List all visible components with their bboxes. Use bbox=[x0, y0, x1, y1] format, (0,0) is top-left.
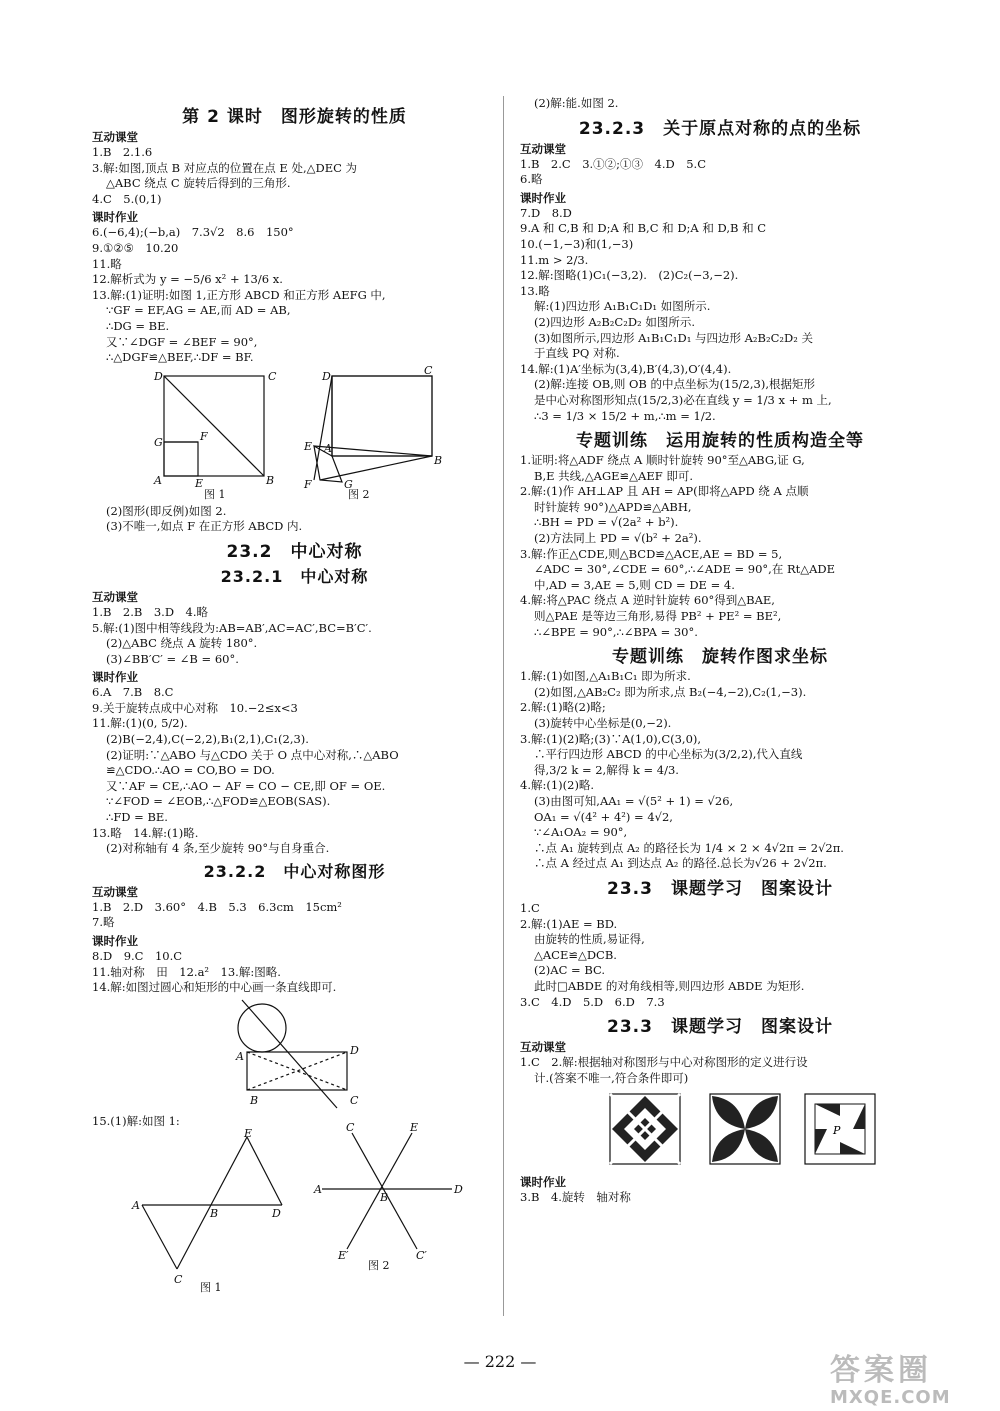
subsection-heading: 互动课堂 bbox=[92, 130, 138, 144]
left-block-b bbox=[92, 504, 497, 535]
answer-line: ∴DG = BE. bbox=[106, 318, 170, 333]
answer-line: 9.A 和 C,B 和 D;A 和 B,C 和 D;A 和 D,B 和 C bbox=[520, 221, 767, 236]
answer-line: 8.D 9.C 10.C bbox=[92, 949, 183, 963]
answer-line: (2)四边形 A₂B₂C₂D₂ 如图所示. bbox=[534, 314, 695, 329]
answer-line: 此时□ABDE 的对角线相等,则四边形 ABDE 为矩形. bbox=[534, 978, 805, 993]
section-title: 第 2 课时 图形旋转的性质 bbox=[182, 107, 407, 127]
right-block-b bbox=[520, 141, 920, 425]
answer-line: 3.解:如图,顶点 B 对应点的位置在点 E 处,△DEC 为 bbox=[92, 160, 358, 175]
answer-line: ≌△CDO.∴AO = CO,BO = DO. bbox=[106, 763, 275, 778]
section-title-23-3-a: 23.3 课题学习 图案设计 bbox=[607, 878, 833, 899]
pattern-petals bbox=[710, 1094, 780, 1164]
fig2-label-C: C bbox=[424, 363, 433, 377]
answer-line: ∴BH = PD = √(2a² + b²). bbox=[534, 515, 679, 530]
left-column bbox=[92, 100, 497, 1297]
answer-line: 3.解:(1)(2)略;(3)∵A(1,0),C(3,0), bbox=[520, 731, 702, 746]
pattern-label-p: P bbox=[833, 1124, 841, 1138]
answer-line: 11.m > 2/3. bbox=[520, 252, 589, 267]
subsection-heading: 互动课堂 bbox=[92, 589, 138, 604]
answer-line: ∵GF = EF,AG = AE,而 AD = AB, bbox=[106, 303, 291, 318]
answer-line: (3)旋转中心坐标是(0,−2). bbox=[534, 716, 672, 730]
answer-line: △ABC 绕点 C 旋转后得到的三角形. bbox=[106, 176, 291, 191]
fig5-label-D: D bbox=[454, 1183, 463, 1197]
answer-line: 13.略 bbox=[520, 283, 550, 298]
right-column bbox=[520, 96, 920, 1206]
answer-line: 3.C 4.D 5.D 6.D 7.3 bbox=[520, 994, 665, 1009]
figure-triangles bbox=[92, 1121, 492, 1295]
answer-line: 12.解析式为 y = −5/6 x² + 13/6 x. bbox=[92, 272, 283, 287]
answer-line: (2)证明:∵△ABO 与△CDO 关于 O 点中心对称,∴△ABO bbox=[106, 747, 399, 762]
answer-line: 4.解:将△PAC 绕点 A 逆时针旋转 60°得到△BAE, bbox=[520, 593, 775, 608]
answer-line: ∴点 A 经过点 A₁ 到达点 A₂ 的路径.总长为√26 + 2√2π. bbox=[534, 856, 827, 871]
subsection-heading: 课时作业 bbox=[92, 670, 138, 685]
answer-line: ∠ADC = 30°,∠CDE = 60°,∴∠ADE = 90°,在 Rt△ADE bbox=[534, 562, 836, 577]
pattern-designs bbox=[520, 1090, 920, 1170]
answer-line: (2)△ABC 绕点 A 旋转 180°. bbox=[106, 636, 258, 651]
answer-line: 5.解:(1)图中相等线段为:AB=AB′,AC=AC′,BC=B′C′. bbox=[92, 620, 372, 635]
fig4-label-A: A bbox=[132, 1199, 140, 1213]
answer-line: 1.解:(1)如图,△A₁B₁C₁ 即为所求. bbox=[520, 669, 691, 684]
fig3-label-D: D bbox=[350, 1043, 359, 1057]
fig5-label-E: E bbox=[410, 1121, 419, 1135]
answer-line: 11.略 bbox=[92, 256, 122, 271]
fig1-label-D: D bbox=[154, 369, 163, 383]
left-block-c bbox=[92, 589, 497, 857]
figure-1 bbox=[164, 376, 264, 476]
pattern-pinwheel bbox=[805, 1094, 875, 1164]
right-block-f bbox=[520, 1039, 920, 1086]
answer-line: ∴FD = BE. bbox=[106, 810, 168, 825]
answer-line: 2.解:(1)略(2)略; bbox=[520, 700, 606, 715]
fig1-caption: 图 1 bbox=[204, 487, 226, 501]
fig5-caption: 图 2 bbox=[368, 1259, 390, 1273]
answer-line: (2)解:连接 OB,则 OB 的中点坐标为(15/2,3),根据矩形 bbox=[534, 377, 815, 392]
subsection-heading: 课时作业 bbox=[92, 934, 138, 948]
fig2-label-F: F bbox=[304, 477, 312, 491]
fig1-label-A: A bbox=[154, 473, 162, 487]
page-number: — 222 — bbox=[463, 1352, 537, 1371]
answer-line: B,E 共线,△AGE≌△AEF 即可. bbox=[534, 468, 694, 483]
answer-line: 时针旋转 90°)△APD≌△ABH, bbox=[534, 499, 692, 514]
answer-line: 11.解:(1)(0, 5/2). bbox=[92, 716, 188, 731]
answer-line: (2)AC = BC. bbox=[534, 963, 606, 978]
answer-line: 又∵AF = CE,∴AO − AF = CO − CE,即 OF = OE. bbox=[106, 778, 386, 793]
answer-line: 中,AD = 3,AE = 5,则 CD = DE = 4. bbox=[534, 577, 735, 592]
answer-line: 1.C bbox=[520, 900, 540, 915]
answer-line: (3)如图所示,四边形 A₁B₁C₁D₁ 与四边形 A₂B₂C₂D₂ 关 bbox=[534, 330, 813, 345]
fig4-label-B: B bbox=[210, 1207, 219, 1221]
answer-line: (2)如图,△AB₂C₂ 即为所求,点 B₂(−4,−2),C₂(1,−3). bbox=[534, 684, 807, 699]
answer-line: (2)方法同上 PD = √(b² + 2a²). bbox=[534, 531, 702, 546]
answer-line: 1.证明:将△ADF 绕点 A 顺时针旋转 90°至△ABG,证 G, bbox=[520, 453, 805, 468]
answer-line: 11.轴对称 田 12.a² 13.解:图略. bbox=[92, 964, 281, 979]
answer-line: 1.B 2.B 3.D 4.略 bbox=[92, 604, 209, 619]
subsection-heading: 课时作业 bbox=[520, 1175, 566, 1190]
answer-line: OA₁ = √(4² + 4²) = 4√2, bbox=[534, 809, 673, 824]
answer-line: 4.C 5.(0,1) bbox=[92, 191, 162, 206]
answer-line: 14.解:(1)A′坐标为(3,4),B′(4,3),O′(4,4). bbox=[520, 361, 732, 376]
answer-line: 6.略 bbox=[520, 172, 543, 187]
fig4-label-C: C bbox=[174, 1273, 183, 1287]
answer-line: ∴3 = 1/3 × 15/2 + m,∴m = 1/2. bbox=[534, 408, 716, 423]
fig1-label-G: G bbox=[154, 435, 163, 449]
answer-line: 于直线 PQ 对称. bbox=[534, 346, 620, 361]
answer-line: ∴点 A₁ 旋转到点 A₂ 的路径长为 1/4 × 2 × 4√2π = 2√2π. bbox=[534, 840, 844, 855]
fig2-label-E: E bbox=[304, 439, 313, 453]
answer-line: 解:(1)四边形 A₁B₁C₁D₁ 如图所示. bbox=[534, 299, 711, 314]
answer-line: 7.略 bbox=[92, 915, 115, 930]
fig2-label-A: A bbox=[324, 441, 332, 455]
fig2-label-D: D bbox=[322, 369, 331, 383]
section-title-23-2-3: 23.2.3 关于原点对称的点的坐标 bbox=[578, 118, 862, 139]
answer-line: 9.关于旋转点成中心对称 10.−2≤x<3 bbox=[92, 700, 298, 715]
answer-line: 3.B 4.旋转 轴对称 bbox=[520, 1190, 631, 1205]
fig5-label-A: A bbox=[314, 1183, 322, 1197]
answer-line: 6.(−6,4);(−b,a) 7.3√2 8.6 150° bbox=[92, 225, 294, 240]
section-title-rotation-congruence: 专题训练 运用旋转的性质构造全等 bbox=[576, 431, 864, 452]
fig1-label-F: F bbox=[200, 429, 208, 443]
fig4-label-E: E bbox=[244, 1127, 253, 1141]
answer-line: (2)对称轴有 4 条,至少旋转 90°与自身重合. bbox=[106, 841, 330, 856]
answer-line: 则△PAE 是等边三角形,易得 PB² + PE² = BE², bbox=[534, 609, 782, 624]
fig2-label-B: B bbox=[434, 453, 443, 467]
answer-line: 6.A 7.B 8.C bbox=[92, 685, 174, 700]
fig4-label-D: D bbox=[272, 1207, 281, 1221]
figure-2 bbox=[314, 376, 432, 482]
fig5-label-E-prime: E′ bbox=[338, 1249, 349, 1263]
left-block-a bbox=[92, 129, 497, 366]
watermark-logo bbox=[830, 1353, 990, 1408]
section-title-23-3-b: 23.3 课题学习 图案设计 bbox=[607, 1017, 833, 1038]
fig3-label-B: B bbox=[250, 1093, 259, 1107]
section-title-23-2: 23.2 中心对称 bbox=[226, 541, 363, 562]
fig3-label-C: C bbox=[350, 1093, 359, 1107]
answer-line: (2)B(−2,4),C(−2,2),B₁(2,1),C₁(2,3). bbox=[106, 732, 309, 747]
right-block-g bbox=[520, 1174, 920, 1206]
answer-line: 13.略 14.解:(1)略. bbox=[92, 825, 199, 840]
answer-line: 10.(−1,−3)和(1,−3) bbox=[520, 236, 634, 251]
answer-line: 是中心对称图形知点(15/2,3)必在直线 y = 1/3 x + m 上, bbox=[534, 392, 832, 407]
answer-line: (3)∠BB′C′ = ∠B = 60°. bbox=[106, 651, 239, 666]
fig4-caption: 图 1 bbox=[200, 1281, 222, 1295]
fig1-label-B: B bbox=[266, 473, 275, 487]
subsection-heading: 互动课堂 bbox=[520, 141, 566, 156]
answer-line: ∴平行四边形 ABCD 的中心坐标为(3/2,2),代入直线 bbox=[534, 747, 803, 762]
right-block-a bbox=[520, 96, 920, 112]
right-block-e bbox=[520, 901, 920, 1010]
pattern-diamonds bbox=[610, 1094, 680, 1164]
section-title-rotation-coordinates: 专题训练 旋转作图求坐标 bbox=[612, 647, 828, 668]
subsection-heading: 课时作业 bbox=[520, 190, 566, 205]
answer-line: ∴△DGF≌△BEF,∴DF = BF. bbox=[106, 350, 254, 365]
answer-line: 9.①②⑤ 10.20 bbox=[92, 240, 179, 255]
fig2-label-G: G bbox=[344, 477, 353, 491]
answer-line: 4.解:(1)(2)略. bbox=[520, 778, 595, 793]
answer-line: 2.解:(1)AE = BD. bbox=[520, 916, 618, 931]
fig1-label-C: C bbox=[268, 369, 277, 383]
answer-line: 13.解:(1)证明:如图 1,正方形 ABCD 和正方形 AEFG 中, bbox=[92, 287, 386, 302]
figure-circle-rectangle bbox=[92, 1000, 432, 1110]
fig1-label-E: E bbox=[195, 476, 204, 490]
watermark-bottom: MXQE.COM bbox=[830, 1387, 951, 1408]
answer-line: (3)由图可知,AA₁ = √(5² + 1) = √26, bbox=[534, 793, 734, 808]
column-divider bbox=[503, 96, 504, 1316]
answer-line: 计.(答案不唯一,符合条件即可) bbox=[534, 1070, 689, 1085]
right-block-c bbox=[520, 453, 920, 640]
fig5-label-B: B bbox=[380, 1191, 389, 1205]
right-block-d bbox=[520, 669, 920, 872]
answer-line: ∵∠FOD = ∠EOB,∴△FOD≌△EOB(SAS). bbox=[106, 794, 331, 809]
fig5-label-C: C bbox=[346, 1121, 355, 1135]
answer-line: △ACE≌△DCB. bbox=[534, 947, 617, 962]
answer-line: (3)不唯一,如点 F 在正方形 ABCD 内. bbox=[106, 519, 303, 534]
answer-line: ∴∠BPE = 90°,∴∠BPA = 30°. bbox=[534, 624, 698, 639]
subsection-heading: 课时作业 bbox=[92, 210, 138, 225]
answer-line: 1.B 2.C 3.①②;①③ 4.D 5.C bbox=[520, 156, 707, 171]
answer-line: 2.解:(1)作 AH⊥AP 且 AH = AP(即将△APD 绕 A 点顺 bbox=[520, 484, 809, 499]
answer-line: 又∵∠DGF = ∠BEF = 90°, bbox=[106, 334, 258, 349]
subsection-heading: 互动课堂 bbox=[92, 884, 138, 899]
answer-line: (2)图形(即反例)如图 2. bbox=[106, 503, 227, 518]
answer-line: 得,3/2 k = 2,解得 k = 4/3. bbox=[534, 762, 679, 777]
answer-line: 由旋转的性质,易证得, bbox=[534, 932, 645, 947]
answer-line: (2)解:能.如图 2. bbox=[534, 96, 619, 110]
subsection-heading: 互动课堂 bbox=[520, 1040, 566, 1055]
watermark-top: 答案圈 bbox=[830, 1353, 932, 1388]
figure-squares bbox=[92, 363, 443, 501]
section-title-23-2-1: 23.2.1 中心对称 bbox=[220, 566, 369, 586]
section-title-23-2-2: 23.2.2 中心对称图形 bbox=[203, 861, 386, 881]
fig2-caption: 图 2 bbox=[348, 487, 370, 501]
left-block-d bbox=[92, 884, 497, 996]
answer-line: 1.C 2.解:根据轴对称图形与中心对称图形的定义进行设 bbox=[520, 1055, 808, 1070]
answer-line: 3.解:作正△CDE,则△BCD≌△ACE,AE = BD = 5, bbox=[520, 546, 783, 561]
answer-line: ∵∠A₁OA₂ = 90°, bbox=[534, 825, 628, 840]
answer-line: 1.B 2.1.6 bbox=[92, 145, 153, 159]
fig3-label-A: A bbox=[236, 1049, 244, 1063]
fig5-label-C-prime: C′ bbox=[416, 1249, 427, 1263]
item-15: 15.(1)解:如图 1: bbox=[92, 1113, 180, 1128]
answer-line: 12.解:图略(1)C₁(−3,2). (2)C₂(−3,−2). bbox=[520, 268, 739, 283]
answer-line: 1.B 2.D 3.60° 4.B 5.3 6.3cm 15cm² bbox=[92, 899, 342, 914]
answer-line: 14.解:如图过圆心和矩形的中心画一条直线即可. bbox=[92, 980, 337, 995]
answer-line: 7.D 8.D bbox=[520, 205, 572, 220]
